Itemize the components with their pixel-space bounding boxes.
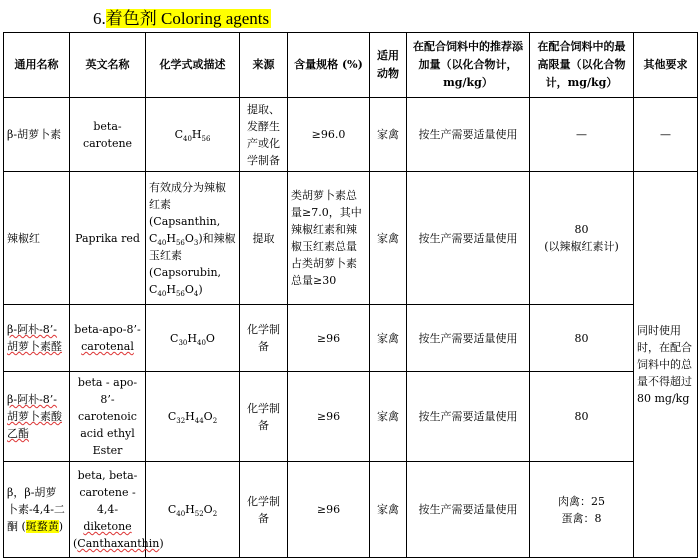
common-name-cell: β，β-胡萝卜素-4,4-二酮 (斑蝥黄) — [4, 462, 70, 558]
content-cell: 类胡萝卜素总量≥7.0，其中辣椒红素和辣椒玉红素总量占类胡萝卜素总量≥30 — [288, 172, 370, 305]
animal-cell: 家禽 — [370, 98, 407, 172]
content-cell: ≥96.0 — [288, 98, 370, 172]
max-note: (以辣椒红素计) — [544, 240, 619, 253]
common-name-cell: β-胡萝卜素 — [4, 98, 70, 172]
header-max: 在配合饲料中的最高限量（以化合物计，mg/kg） — [530, 33, 634, 98]
max-cell: 80 — [530, 305, 634, 372]
section-number: 6. — [93, 9, 106, 28]
english-name-cell: beta-carotene — [70, 98, 146, 172]
animal-cell: 家禽 — [370, 172, 407, 305]
coloring-agents-table — [3, 32, 698, 558]
common-name-cell: β-阿朴-8’-胡萝卜素醛 — [4, 305, 70, 372]
formula-cell: $C_{32}H_{44}O_2$ — [146, 372, 240, 462]
formula-cell: $C_{30}H_{40}O$ — [146, 305, 240, 372]
max-cell — [530, 462, 634, 558]
table-row — [4, 462, 698, 558]
content-cell: ≥96 — [288, 462, 370, 558]
formula-cell: $C_{40}H_{52}O_2$ — [146, 462, 240, 558]
section-heading — [93, 8, 271, 30]
table-row — [4, 305, 698, 372]
section-title-en: Coloring agents — [161, 9, 270, 28]
recommended-cell: 按生产需要适量使用 — [407, 372, 530, 462]
content-cell: ≥96 — [288, 372, 370, 462]
english-name-cell: beta, beta-carotene - 4,4-diketone (Canthaxanthin) — [70, 462, 146, 558]
header-english-name: 英文名称 — [70, 33, 146, 98]
content-cell: ≥96 — [288, 305, 370, 372]
animal-cell: 家禽 — [370, 372, 407, 462]
source-cell: 提取、发酵生产或化学制备 — [240, 98, 288, 172]
common-name-cell: 辣椒红 — [4, 172, 70, 305]
table-row — [4, 98, 698, 172]
header-source: 来源 — [240, 33, 288, 98]
section-title-highlight — [106, 9, 271, 28]
header-formula: 化学式或描述 — [146, 33, 240, 98]
max-meat: 肉禽：25 — [558, 494, 605, 508]
common-name-cell: β-阿朴-8’-胡萝卜素酸乙酯 — [4, 372, 70, 462]
header-recommended: 在配合饲料中的推荐添加量（以化合物计，mg/kg） — [407, 33, 530, 98]
max-cell — [530, 172, 634, 305]
other-cell: — — [634, 98, 698, 172]
highlighted-name: 斑蝥黄 — [25, 520, 59, 533]
source-cell: 化学制备 — [240, 462, 288, 558]
animal-cell: 家禽 — [370, 462, 407, 558]
recommended-cell: 按生产需要适量使用 — [407, 98, 530, 172]
header-animals: 适用动物 — [370, 33, 407, 98]
header-content: 含量规格 (%) — [288, 33, 370, 98]
header-common-name: 通用名称 — [4, 33, 70, 98]
english-name-cell: beta - apo-8’-carotenoic acid ethyl Ester — [70, 372, 146, 462]
table-row — [4, 372, 698, 462]
header-other: 其他要求 — [634, 33, 698, 98]
source-cell: 化学制备 — [240, 305, 288, 372]
animal-cell: 家禽 — [370, 305, 407, 372]
recommended-cell: 按生产需要适量使用 — [407, 462, 530, 558]
table-row — [4, 172, 698, 305]
english-name-cell: Paprika red — [70, 172, 146, 305]
max-egg: 蛋禽：8 — [561, 511, 602, 525]
max-value: 80 — [574, 223, 589, 236]
shared-note-cell: 同时使用时，在配合饲料中的总量不得超过80 mg/kg — [634, 172, 698, 558]
max-cell: 80 — [530, 372, 634, 462]
source-cell: 提取 — [240, 172, 288, 305]
recommended-cell: 按生产需要适量使用 — [407, 305, 530, 372]
recommended-cell: 按生产需要适量使用 — [407, 172, 530, 305]
english-name-cell: beta-apo-8’- carotenal — [70, 305, 146, 372]
section-title-cn: 着色剂 — [105, 9, 157, 28]
formula-cell: $C_{40}H_{56}$ — [146, 98, 240, 172]
table-header-row — [4, 33, 698, 98]
max-cell: — — [530, 98, 634, 172]
formula-cell: 有效成分为辣椒红素 (Capsanthin, $C_{40}H_{56}O_3$)和辣椒玉红素 (Capsorubin, $C_{40}H_{56}O_4$) — [146, 172, 240, 305]
source-cell: 化学制备 — [240, 372, 288, 462]
